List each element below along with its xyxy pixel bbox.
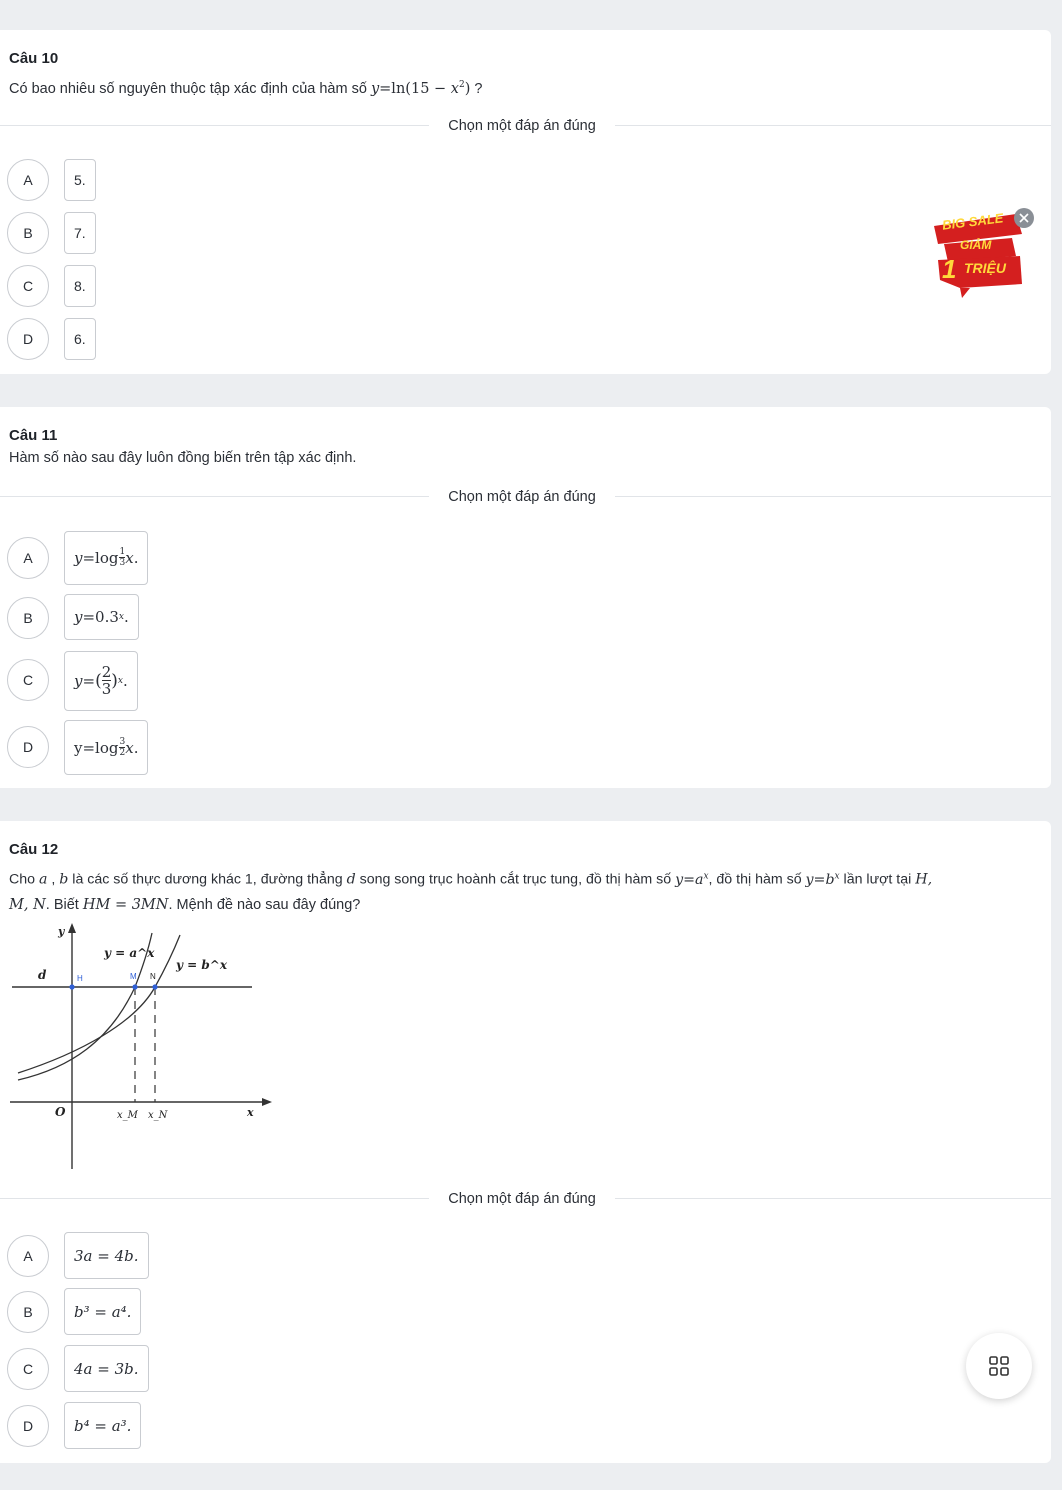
option-c-button[interactable]: C — [7, 1348, 49, 1390]
option-b-answer[interactable]: b³ = a⁴. — [64, 1288, 141, 1335]
option-b-button[interactable]: B — [7, 212, 49, 254]
answer-prompt: Chọn một đáp án đúng — [429, 118, 615, 134]
question-card-10 — [0, 30, 1051, 374]
question-title: Câu 10 — [9, 50, 59, 67]
option-a-answer[interactable]: 5. — [64, 159, 96, 201]
option-a-button[interactable]: A — [7, 159, 49, 201]
question-text-line-2: M, N. Biết HM = 3MN. Mệnh đề nào sau đây đúng? — [9, 897, 361, 913]
option-a-answer[interactable]: y =log $\frac{1}{3}$ x . — [64, 531, 148, 585]
label-n: N — [150, 972, 156, 981]
option-d-button[interactable]: D — [7, 318, 49, 360]
question-title: Câu 12 — [9, 841, 59, 858]
question-formula: $y=\ln(15 - x^2)$ — [370, 80, 471, 97]
promo-line-big-sale: BIG SALE — [941, 210, 1005, 233]
promo-line-trieu: TRIỆU — [964, 260, 1006, 276]
label-h: H — [77, 974, 83, 983]
answer-divider — [0, 118, 1051, 134]
label-ax: y = a^x — [104, 946, 155, 960]
point-n — [152, 984, 157, 989]
option-c-answer[interactable]: 8. — [64, 265, 96, 307]
option-c-answer[interactable]: 4a = 3b. — [64, 1345, 149, 1392]
x-axis-arrow — [262, 1098, 272, 1106]
option-c-answer[interactable]: y = ( $\frac{2}{3}$ ) x . — [64, 651, 138, 711]
label-d: d — [38, 968, 47, 982]
question-grid-button[interactable] — [966, 1333, 1032, 1399]
function-graph — [0, 921, 300, 1173]
big-sale-promo-badge[interactable] — [930, 204, 1034, 298]
label-o: O — [55, 1105, 66, 1119]
label-x: x — [247, 1106, 254, 1119]
answer-divider — [0, 1191, 1051, 1207]
option-d-answer[interactable]: b⁴ = a³. — [64, 1402, 141, 1449]
promo-line-giam: GIẢM — [960, 238, 992, 252]
option-b-answer[interactable]: y =0.3 x . — [64, 594, 139, 640]
option-c-button[interactable]: C — [7, 265, 49, 307]
option-b-answer[interactable]: 7. — [64, 212, 96, 254]
option-a-button[interactable]: A — [7, 1235, 49, 1277]
question-text: Có bao nhiêu số nguyên thuộc tập xác định của hàm số $y=\ln(15 - x^2)$ ? — [9, 80, 483, 97]
option-a-answer[interactable]: 3a = 4b. — [64, 1232, 149, 1279]
promo-line-number: 1 — [942, 254, 957, 284]
label-bx: y = b^x — [176, 958, 227, 972]
question-text-line-1: Cho a , b là các số thực dương khác 1, đường thẳng d song song trục hoành cắt trục tung, đồ thị hàm số $y=a^x$, đồ thị hàm số $y=b^x$ lần lượt tại H, — [9, 871, 933, 888]
grid-icon — [988, 1355, 1010, 1377]
label-xn: x_N — [148, 1110, 168, 1121]
option-b-button[interactable]: B — [7, 1291, 49, 1333]
label-m: M — [130, 972, 137, 981]
label-y: y — [58, 925, 65, 938]
answer-prompt: Chọn một đáp án đúng — [429, 1191, 615, 1207]
option-c-button[interactable]: C — [7, 659, 49, 701]
label-xm: x_M — [117, 1110, 138, 1121]
question-card-12 — [0, 821, 1051, 1463]
option-d-answer[interactable]: y=log $\frac{3}{2}$ x . — [64, 720, 148, 775]
curve-b-x — [18, 935, 180, 1073]
option-a-button[interactable]: A — [7, 537, 49, 579]
point-h — [69, 984, 74, 989]
option-d-answer[interactable]: 6. — [64, 318, 96, 360]
point-m — [132, 984, 137, 989]
close-icon — [1019, 213, 1029, 223]
answer-divider — [0, 489, 1051, 505]
y-axis-arrow — [68, 923, 76, 933]
option-d-button[interactable]: D — [7, 1405, 49, 1447]
question-title: Câu 11 — [9, 427, 58, 444]
promo-close-button[interactable] — [1014, 208, 1034, 228]
question-card-11 — [0, 407, 1051, 788]
option-b-button[interactable]: B — [7, 597, 49, 639]
option-d-button[interactable]: D — [7, 726, 49, 768]
question-text: Hàm số nào sau đây luôn đồng biến trên tập xác định. — [9, 450, 357, 466]
answer-prompt: Chọn một đáp án đúng — [429, 489, 615, 505]
